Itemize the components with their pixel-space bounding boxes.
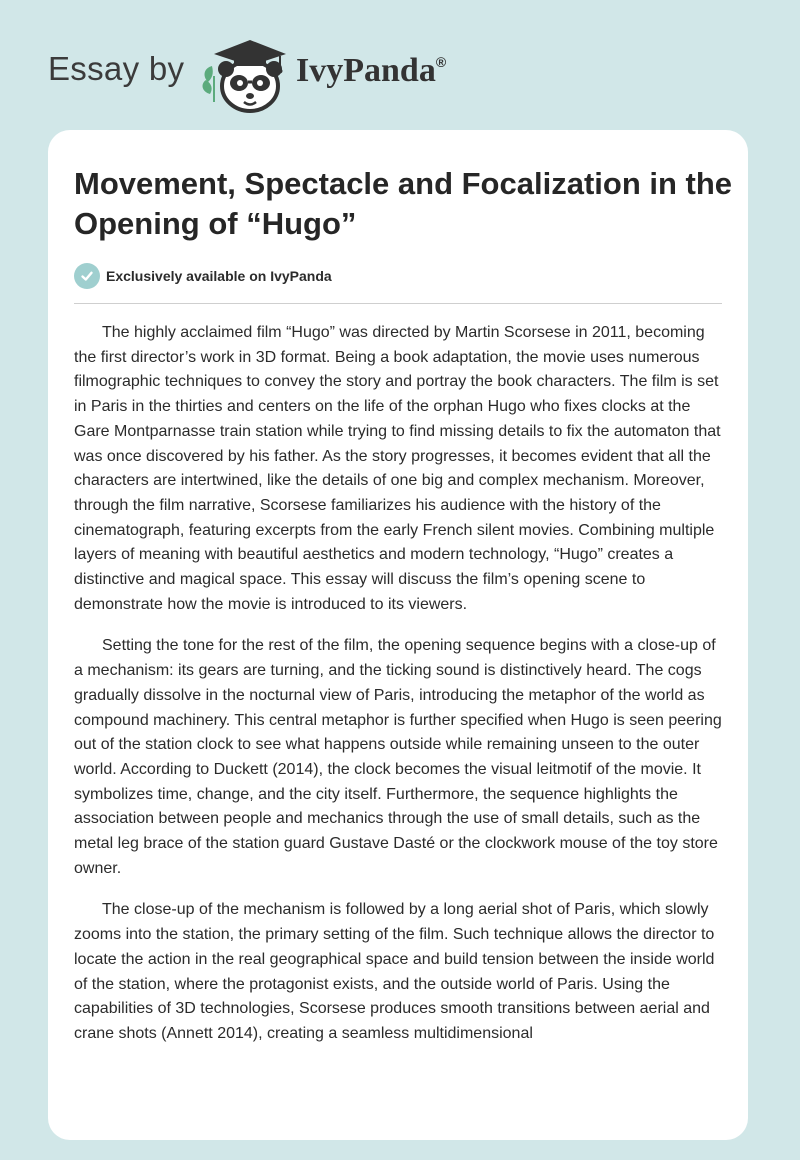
essay-card xyxy=(48,130,748,1140)
title-divider xyxy=(74,303,722,304)
essay-by-label: Essay by xyxy=(48,50,185,87)
registered-mark: ® xyxy=(435,53,447,70)
check-circle-icon xyxy=(74,263,100,289)
panda-logo-icon[interactable] xyxy=(200,36,292,114)
essay-body xyxy=(74,321,728,1064)
brand-name-text: IvyPanda xyxy=(296,52,436,89)
paragraph: The close-up of the mechanism is followed by a long aerial shot of Paris, which slowly zooms into the station, the primary setting of the film. Such technique allows the director to locate the action in the real geographical space and build tension between the inside world of the station, where the protagonist exists, and the outside world of Paris. Using the capabilities of 3D technologies, Scorsese produces smooth transitions between aerial and crane shots (Annett 2014), creating a seamless multidimensional xyxy=(74,901,715,1042)
exclusive-badge-text: Exclusively available on IvyPanda xyxy=(106,268,332,284)
brand-name[interactable] xyxy=(296,52,446,90)
paragraph: The highly acclaimed film “Hugo” was directed by Martin Scorsese in 2011, becoming the first director’s work in 3D format. Being a book adaptation, the movie uses numerous filmographic techniques to convey the story and portray the book characters. The film is set in Paris in the thirties and centers on the life of the orphan Hugo who fixes clocks at the Gare Montparnasse train station while trying to find missing details to fix the automaton that was once discovered by his father. As the story progresses, it becomes evident that all the characters are intertwined, like the details of one big and complex mechanism. Moreover, through the film narrative, Scorsese familiarizes his audience with the history of the cinematograph, featuring excerpts from the early French silent movies. Combining multiple layers of meaning with beautiful aesthetics and modern technology, “Hugo” creates a distinctive and magical space. This essay will discuss the film’s opening scene to demonstrate how the movie is introduced to its viewers. xyxy=(74,324,721,613)
paragraph: Setting the tone for the rest of the film, the opening sequence begins with a close-up of a mechanism: its gears are turning, and the ticking sound is distinctively heard. The cogs gradually dissolve in the nocturnal view of Paris, introducing the metaphor of the world as compound machinery. This central metaphor is further specified when Hugo is seen peering out of the station clock to see what happens outside while remaining unseen to the outer world. According to Duckett (2014), the clock becomes the visual leitmotif of the movie. It symbolizes time, change, and the city itself. Furthermore, the sequence highlights the association between people and mechanics through the use of small details, such as the metal leg brace of the station guard Gustave Dasté or the clockwork mouse of the toy store owner. xyxy=(74,637,722,877)
essay-title: Movement, Spectacle and Focalization in the Opening of “Hugo” xyxy=(74,166,733,241)
site-header xyxy=(48,30,488,110)
exclusive-badge xyxy=(74,263,332,289)
